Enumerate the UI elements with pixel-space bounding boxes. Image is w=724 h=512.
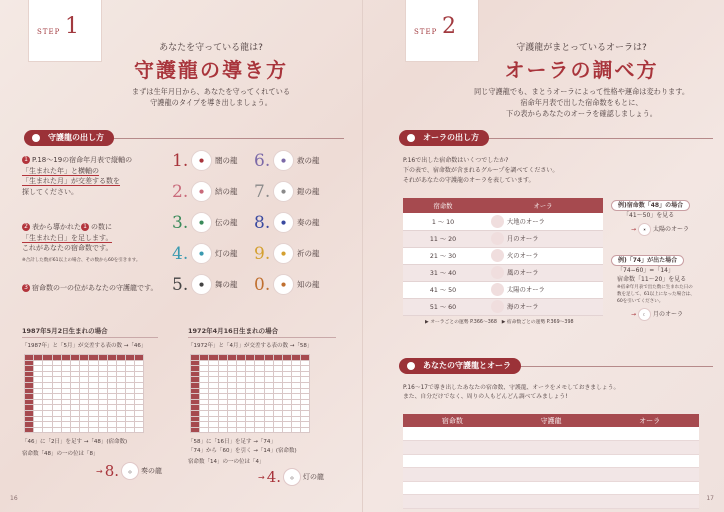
memo-row (403, 441, 699, 455)
step-2-instructions: 2 表から導かれた 1 の数に 「生まれた日」を足します。 これがあなたの宿命数です。 ※合計した数が61以上の場合、その数から60を引きます。 (22, 223, 141, 263)
memo-row (403, 495, 699, 509)
dragon-item (254, 212, 320, 233)
memo-cell[interactable] (600, 427, 699, 441)
aura-row (403, 264, 603, 281)
section-title: 守護龍の出し方 (24, 130, 114, 146)
page-number: 16 (10, 495, 18, 502)
aura-example-1-result: 太陽のオーラ (653, 226, 690, 233)
example-2-step-1: 「1972年」と「4月」が交差する表の数 →「58」 (188, 343, 313, 349)
aura-cell (483, 230, 603, 247)
dragon-name: 知の龍 (297, 280, 320, 289)
dragon-item (254, 181, 320, 202)
aura-row (403, 247, 603, 264)
dragon-emblem-icon: ● (191, 150, 212, 171)
memo-cell[interactable] (600, 454, 699, 468)
aura-table-header-aura: オーラ (483, 198, 603, 213)
step-label: STEP (414, 28, 438, 36)
example-2-result-name: 灯の龍 (303, 473, 325, 481)
step-3-instructions: 3 宿命数の一の位があなたの守護龍です。 (22, 283, 182, 294)
example-1-step-3: 宿命数「48」の一の位は「8」 (22, 451, 99, 457)
memo-cell[interactable] (403, 468, 502, 482)
step-1-icon: 1 (22, 156, 30, 164)
page-kicker: 守護龍がまとっているオーラは? (516, 43, 647, 53)
dragon-item (172, 212, 238, 233)
section-header (399, 130, 713, 148)
memo-header-dragon: 守護龍 (502, 414, 601, 427)
dragon-name: 闇の龍 (215, 156, 238, 165)
section-header (24, 130, 344, 148)
memo-cell[interactable] (403, 427, 502, 441)
dragon-number: 3. (172, 212, 189, 233)
aura-name: 大地のオーラ (507, 218, 545, 226)
memo-cell[interactable] (600, 495, 699, 509)
dragon-number: 6. (254, 150, 271, 171)
memo-row (403, 454, 699, 468)
aura-name: 火のオーラ (507, 252, 539, 260)
aura-emblem-icon: ☾ (638, 308, 651, 321)
aura-example-1-heading: 例)宿命数「48」の場合 (611, 200, 690, 211)
example-2-result: → 4. ◎ 灯の龍 (258, 468, 325, 486)
dragon-name: 祈の龍 (297, 249, 320, 258)
aura-cell (483, 281, 603, 298)
step-number: 1 (65, 14, 79, 39)
aura-symbol-icon (491, 283, 504, 296)
aura-cell (483, 264, 603, 281)
memo-cell[interactable] (600, 468, 699, 482)
page-references: ▶ オーラごとの運勢 P.366〜368 ▶ 宿命数ごとの運勢 P.369〜398 (425, 320, 574, 325)
aura-cell (483, 213, 603, 230)
dragon-number: 5. (172, 274, 189, 295)
aura-symbol-icon (491, 232, 504, 245)
dragon-emblem-icon: ● (273, 150, 294, 171)
example-2-result-number: 4. (266, 468, 282, 486)
example-2-step-2: 「58」に「16日」を足す →「74」 (188, 439, 276, 445)
aura-symbol-icon (491, 266, 504, 279)
aura-emblem-icon: ☀ (638, 223, 651, 236)
example-2-step-3: 宿命数「14」の一の位は「4」 (188, 459, 265, 465)
memo-cell[interactable] (502, 441, 601, 455)
aura-cell (483, 298, 603, 315)
example-1-calendar-table (24, 354, 144, 433)
memo-cell[interactable] (600, 441, 699, 455)
aura-table (403, 198, 603, 316)
section-title: オーラの出し方 (399, 130, 489, 146)
memo-row (403, 427, 699, 441)
step-label: STEP (37, 28, 61, 36)
memo-cell[interactable] (403, 481, 502, 495)
aura-range: 11 〜 20 (403, 230, 483, 247)
example-2-step-2b: 「74」から「60」を引く →「14」(宿命数) (188, 448, 297, 454)
example-1-result-number: 8. (104, 462, 120, 480)
dragon-emblem-icon: ◎ (121, 462, 139, 480)
aura-range: 21 〜 30 (403, 247, 483, 264)
example-1-heading: 1987年5月2日生まれの場合 (22, 326, 158, 338)
memo-cell[interactable] (403, 454, 502, 468)
dragon-number: 4. (172, 243, 189, 264)
step-number: 2 (442, 14, 456, 39)
aura-row (403, 230, 603, 247)
dragon-name: 伝の龍 (215, 218, 238, 227)
dragon-number: 2. (172, 181, 189, 202)
dragon-emblem-icon: ● (191, 212, 212, 233)
memo-row (403, 481, 699, 495)
dragon-item (254, 243, 320, 264)
dragon-emblem-icon: ◎ (283, 468, 301, 486)
aura-range: 31 〜 40 (403, 264, 483, 281)
step-2-icon: 2 (22, 223, 30, 231)
aura-range: 41 〜 50 (403, 281, 483, 298)
dragon-emblem-icon: ● (191, 243, 212, 264)
memo-cell[interactable] (403, 495, 502, 509)
dragon-number: 7. (254, 181, 271, 202)
memo-cell[interactable] (502, 427, 601, 441)
aura-name: 風のオーラ (507, 269, 539, 277)
example-1-result-name: 奏の龍 (141, 467, 163, 475)
dragon-name: 結の龍 (215, 187, 238, 196)
memo-instructions: P.16〜17で導き出したあなたの宿命数、守護龍、オーラをメモしておきましょう。 また、自分だけでなく、周りの人もどんどん調べてみましょう! (403, 385, 620, 400)
page-title: 守護龍の導き方 (134, 58, 288, 82)
dragon-item (172, 243, 238, 264)
dragon-emblem-icon: ● (273, 274, 294, 295)
memo-cell[interactable] (502, 468, 601, 482)
dragon-emblem-icon: ● (273, 243, 294, 264)
intro-text: まずは生年月日から、あなたを守ってくれている 守護龍のタイプを導き出しましょう。 (131, 87, 291, 107)
memo-header-number: 宿命数 (403, 414, 502, 427)
dragon-name: 灯の龍 (215, 249, 238, 258)
dragon-emblem-icon: ● (273, 212, 294, 233)
example-1-step-1: 「1987年」と「5月」が交差する表の数 →「46」 (22, 343, 147, 349)
aura-row (403, 213, 603, 230)
memo-cell[interactable] (502, 481, 601, 495)
aura-table-header-number: 宿命数 (403, 198, 483, 213)
memo-row (403, 468, 699, 482)
memo-header-aura: オーラ (600, 414, 699, 427)
section-header-2 (399, 358, 713, 376)
example-1-step-2: 「46」に「2日」を足す →「48」(宿命数) (22, 439, 128, 445)
dragon-number: 9. (254, 243, 271, 264)
dragon-name: 奏の龍 (297, 218, 320, 227)
dragon-number: 8. (254, 212, 271, 233)
step-1-ref-icon: 1 (81, 223, 89, 231)
aura-name: 太陽のオーラ (507, 286, 545, 294)
aura-example-1: 例)宿命数「48」の場合 「41〜50」を見る → ☀ 太陽のオーラ (611, 200, 711, 236)
memo-cell[interactable] (502, 495, 601, 509)
step-3-icon: 3 (22, 284, 30, 292)
dragon-name: 鎧の龍 (297, 187, 320, 196)
aura-cell (483, 247, 603, 264)
aura-name: 海のオーラ (507, 303, 539, 311)
dragon-number: 1. (172, 150, 189, 171)
aura-instructions: P.16で出した宿命数はいくつでしたか? 下の表で、宿命数が含まれるグループを調べてください。 それがあなたの守護龍のオーラを表しています。 (403, 157, 559, 184)
aura-example-2: 例)「74」が出た場合 「74−60」=「14」 宿命数「11〜20」を見る ※宿命年月表で出た数に生まれた日の 数を足して、61以上になった場合は、 60を引いてください。 → ☾ 月のオーラ (611, 255, 715, 321)
memo-cell[interactable] (403, 441, 502, 455)
dragon-name: 舞の龍 (215, 280, 238, 289)
aura-row (403, 281, 603, 298)
aura-symbol-icon (491, 249, 504, 262)
memo-table (403, 414, 699, 509)
page-number: 17 (706, 495, 714, 502)
aura-range: 51 〜 60 (403, 298, 483, 315)
section-title-2: あなたの守護龍とオーラ (399, 358, 521, 374)
example-2-heading: 1972年4月16日生まれの場合 (188, 326, 336, 338)
aura-symbol-icon (491, 300, 504, 313)
page-title: オーラの調べ方 (504, 58, 659, 82)
right-page (362, 0, 724, 512)
memo-cell[interactable] (600, 481, 699, 495)
memo-cell[interactable] (502, 454, 601, 468)
dragon-item (172, 150, 238, 171)
dragon-item (254, 274, 320, 295)
dragon-item (254, 150, 320, 171)
example-1-result: → 8. ◎ 奏の龍 (96, 462, 163, 480)
page-kicker: あなたを守っている龍は? (159, 43, 263, 53)
dragon-emblem-icon: ● (273, 181, 294, 202)
aura-example-2-result: 月のオーラ (653, 311, 684, 318)
intro-text: 同じ守護龍でも、まとうオーラによって性格や運命は変わります。 宿命年月表で出した宿命数をもとに、 下の表からあなたのオーラを確認しましょう。 (473, 87, 690, 118)
aura-name: 月のオーラ (507, 235, 539, 243)
aura-range: 1 〜 10 (403, 213, 483, 230)
example-2-calendar-table (190, 354, 310, 433)
dragon-emblem-icon: ● (191, 274, 212, 295)
step-1-instructions: 1 P.18〜19の宿命年月表で縦軸の 「生まれた年」と横軸の 「生まれた月」が交差する数を 探してください。 (22, 156, 133, 196)
dragon-emblem-icon: ● (191, 181, 212, 202)
dragon-item (172, 181, 238, 202)
aura-row (403, 298, 603, 315)
aura-symbol-icon (491, 215, 504, 228)
dragon-number: 0. (254, 274, 271, 295)
aura-example-2-heading: 例)「74」が出た場合 (611, 255, 684, 266)
dragon-name: 救の龍 (297, 156, 320, 165)
dragon-item (172, 274, 238, 295)
